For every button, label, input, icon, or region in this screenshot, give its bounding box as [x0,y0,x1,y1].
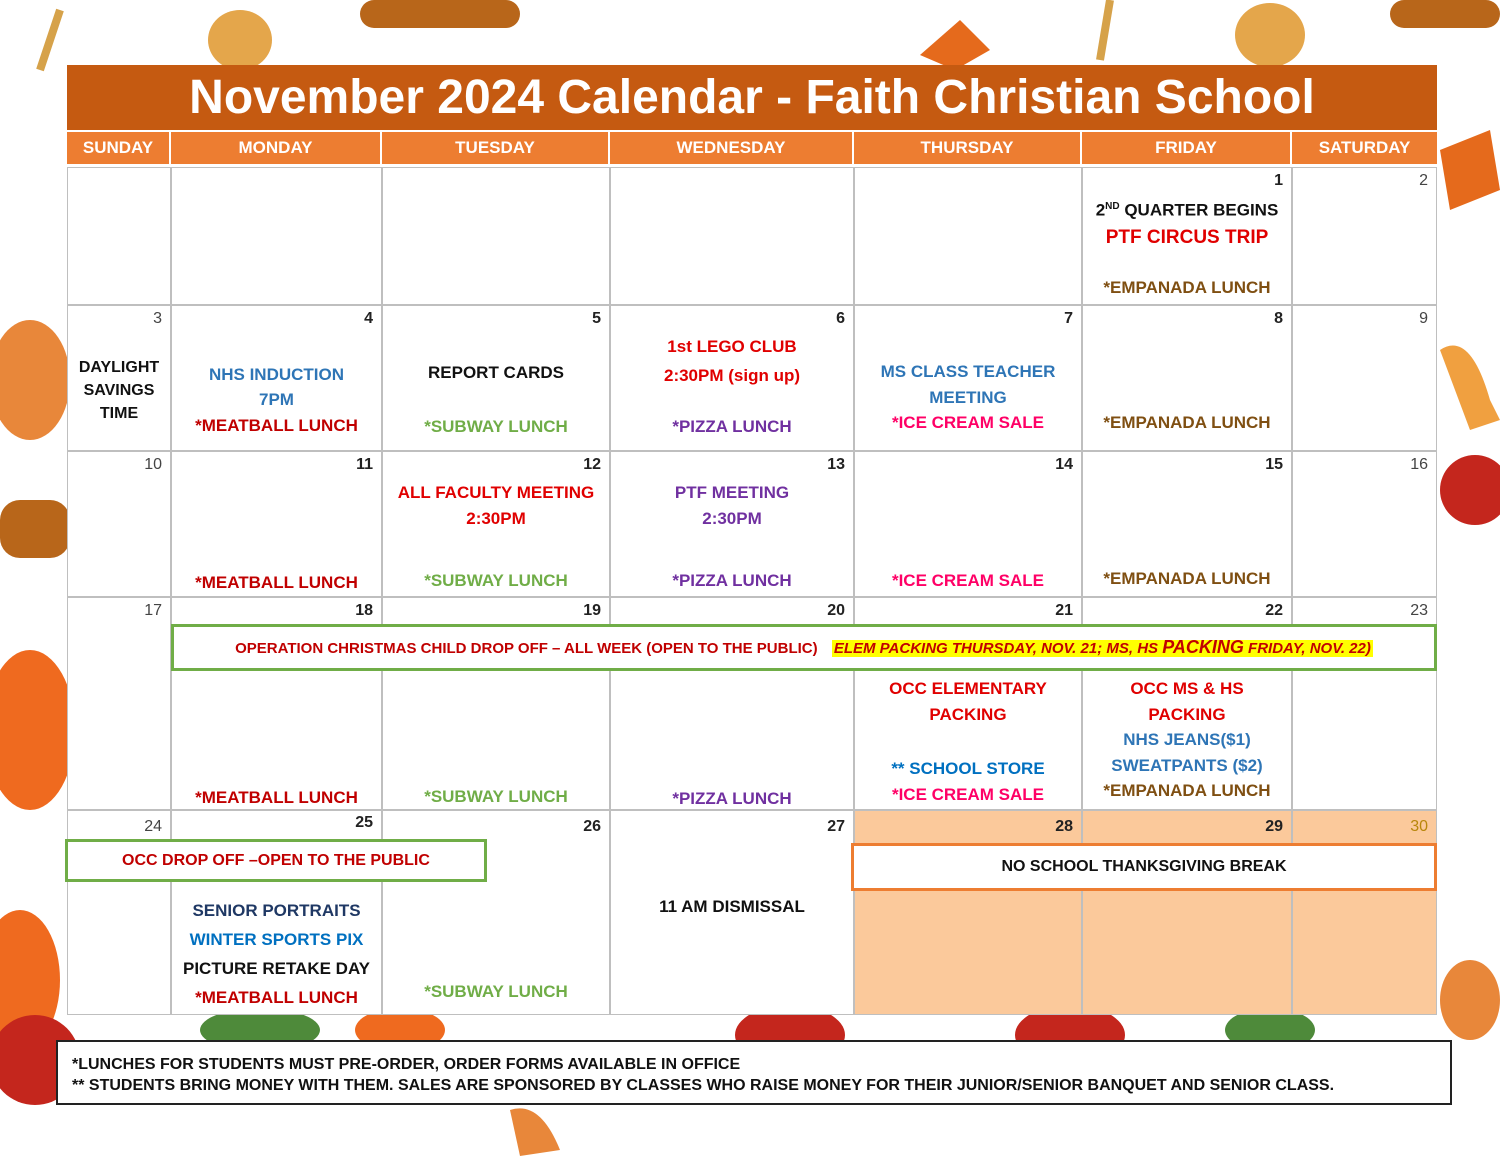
event-text-superscript: ND [1105,201,1120,212]
day-number: 1 [1274,172,1283,189]
event-lunch: *MEATBALL LUNCH [195,988,358,1007]
occ-week-banner [171,624,1437,671]
event-report-cards: REPORT CARDS [427,363,564,382]
day-cell-nov-5 [382,305,610,451]
event-lunch: *EMPANADA LUNCH [1103,569,1271,588]
weekday-header-tuesday: TUESDAY [382,132,608,164]
weekday-header-sunday: SUNDAY [67,132,169,164]
day-number: 13 [827,456,845,473]
event-quarter-begins [1083,194,1291,224]
footnotes [56,1040,1452,1105]
day-number: 24 [144,818,162,835]
day-number: 19 [583,602,601,619]
day-number: 18 [355,602,373,619]
day-cell-empty [171,167,382,305]
event-ms-teacher-meeting: MS CLASS TEACHER [880,362,1056,381]
event-ice-cream-sale: *ICE CREAM SALE [891,413,1045,432]
day-cell-nov-29 [1082,810,1292,1015]
event-lunch: *PIZZA LUNCH [672,417,792,436]
day-cell-nov-11 [171,451,382,597]
event-daylight-savings: DAYLIGHT [78,359,160,376]
weekday-header-friday: FRIDAY [1082,132,1290,164]
day-number: 29 [1265,818,1283,835]
event-occ-elementary: PACKING [929,705,1007,724]
day-cell-nov-3 [67,305,171,451]
day-cell-nov-2 [1292,167,1437,305]
day-number: 6 [836,310,845,327]
thanksgiving-banner: NO SCHOOL THANKSGIVING BREAK [851,843,1437,891]
event-ms-teacher-meeting: MEETING [929,388,1007,407]
event-occ-ms-hs: OCC MS & HS [1130,679,1244,698]
event-text: 2 [1095,200,1106,220]
event-faculty-time: 2:30PM [466,509,526,528]
weekday-header-saturday: SATURDAY [1292,132,1437,164]
event-winter-sports-pix: WINTER SPORTS PIX [189,930,364,949]
day-number: 5 [592,310,601,327]
day-number: 27 [827,818,845,835]
event-lunch: *EMPANADA LUNCH [1103,278,1271,297]
event-lunch: *EMPANADA LUNCH [1103,781,1271,800]
event-sweatpants: SWEATPANTS ($2) [1111,756,1263,775]
occ-packing-text: ELEM PACKING THURSDAY, NOV. 21; MS, HS [833,640,1163,657]
event-circus-trip: PTF CIRCUS TRIP [1105,227,1269,248]
event-lunch: *PIZZA LUNCH [672,789,792,808]
event-nhs-induction: NHS INDUCTION [208,365,345,384]
calendar [67,65,1437,1015]
event-occ-ms-hs: PACKING [1148,705,1226,724]
day-number: 9 [1419,310,1428,327]
day-number: 11 [356,456,373,473]
day-number: 8 [1274,310,1283,327]
event-lunch: *SUBWAY LUNCH [424,417,568,436]
day-cell-empty [67,167,171,305]
occ-dropoff-banner: OCC DROP OFF –OPEN TO THE PUBLIC [65,839,487,882]
day-cell-nov-27 [610,810,854,1015]
event-ptf-meeting: PTF MEETING [674,483,790,502]
day-cell-empty [382,167,610,305]
day-cell-nov-7 [854,305,1082,451]
event-lunch: *MEATBALL LUNCH [195,788,358,807]
day-cell-nov-17 [67,597,171,810]
day-cell-nov-9 [1292,305,1437,451]
event-lunch: *EMPANADA LUNCH [1103,413,1271,432]
day-number: 4 [364,310,373,327]
event-lunch: *MEATBALL LUNCH [195,416,358,435]
day-number: 20 [827,602,845,619]
day-number: 3 [153,310,162,327]
footnote-money: ** STUDENTS BRING MONEY WITH THEM. SALES ARE SPONSORED BY CLASSES WHO RAISE MONEY FOR THEIR JUNIOR/SENIOR BANQUET AND SENIOR CLASS. [72,1077,1335,1094]
day-number: 15 [1265,456,1283,473]
event-daylight-savings: SAVINGS [83,382,155,399]
day-cell-empty [854,167,1082,305]
event-ptf-time: 2:30PM [702,509,762,528]
event-nhs-time: 7PM [259,390,294,409]
day-cell-nov-16 [1292,451,1437,597]
event-lunch: *MEATBALL LUNCH [195,573,358,592]
day-cell-nov-4 [171,305,382,451]
day-number: 10 [144,456,162,473]
day-number: 12 [583,456,601,473]
weekday-header-thursday: THURSDAY [854,132,1080,164]
day-number: 17 [144,602,162,619]
day-cell-nov-13 [610,451,854,597]
day-number: 14 [1055,456,1073,473]
event-school-store: ** SCHOOL STORE [891,759,1045,778]
calendar-title: November 2024 Calendar - Faith Christian School [67,65,1437,130]
event-daylight-savings: TIME [99,405,139,422]
occ-packing-highlight [832,637,1373,657]
event-ice-cream-sale: *ICE CREAM SALE [891,785,1045,804]
event-lego-time: 2:30PM (sign up) [663,366,800,385]
day-number: 26 [583,818,601,835]
day-cell-nov-15 [1082,451,1292,597]
day-cell-nov-10 [67,451,171,597]
day-cell-empty [610,167,854,305]
occ-packing-text: FRIDAY, NOV. 22) [1243,640,1371,657]
event-lunch: *PIZZA LUNCH [672,571,792,590]
day-number: 23 [1410,602,1428,619]
day-number: 21 [1055,602,1073,619]
event-nhs-jeans: NHS JEANS($1) [1123,730,1251,749]
day-cell-nov-8 [1082,305,1292,451]
day-cell-nov-30 [1292,810,1437,1015]
day-cell-nov-14 [854,451,1082,597]
day-number: 22 [1265,602,1283,619]
day-cell-nov-1 [1082,167,1292,305]
day-cell-nov-28 [854,810,1082,1015]
event-lunch: *SUBWAY LUNCH [424,571,568,590]
event-ice-cream-sale: *ICE CREAM SALE [891,571,1045,590]
event-early-dismissal: 11 AM DISMISSAL [659,897,805,916]
day-number: 25 [355,814,373,831]
footnote-lunch: *LUNCHES FOR STUDENTS MUST PRE-ORDER, ORDER FORMS AVAILABLE IN OFFICE [72,1056,741,1073]
day-number: 7 [1064,310,1073,327]
day-cell-nov-12 [382,451,610,597]
weekday-header-monday: MONDAY [171,132,380,164]
weekday-header-wednesday: WEDNESDAY [610,132,852,164]
event-faculty-meeting: ALL FACULTY MEETING [397,483,595,502]
day-number: 28 [1055,818,1073,835]
day-number: 2 [1419,172,1428,189]
event-picture-retake: PICTURE RETAKE DAY [182,959,371,978]
event-lego-club: 1st LEGO CLUB [667,337,797,356]
day-cell-nov-6 [610,305,854,451]
day-number: 30 [1410,818,1428,835]
occ-week-text: OPERATION CHRISTMAS CHILD DROP OFF – ALL WEEK (OPEN TO THE PUBLIC) [235,640,818,657]
event-lunch: *SUBWAY LUNCH [424,982,568,1001]
event-lunch: *SUBWAY LUNCH [424,787,568,806]
occ-packing-text: PACKING [1162,637,1244,657]
event-senior-portraits: SENIOR PORTRAITS [192,901,361,920]
event-text: QUARTER BEGINS [1119,200,1279,220]
event-occ-elementary: OCC ELEMENTARY [889,679,1047,698]
day-number: 16 [1410,456,1428,473]
